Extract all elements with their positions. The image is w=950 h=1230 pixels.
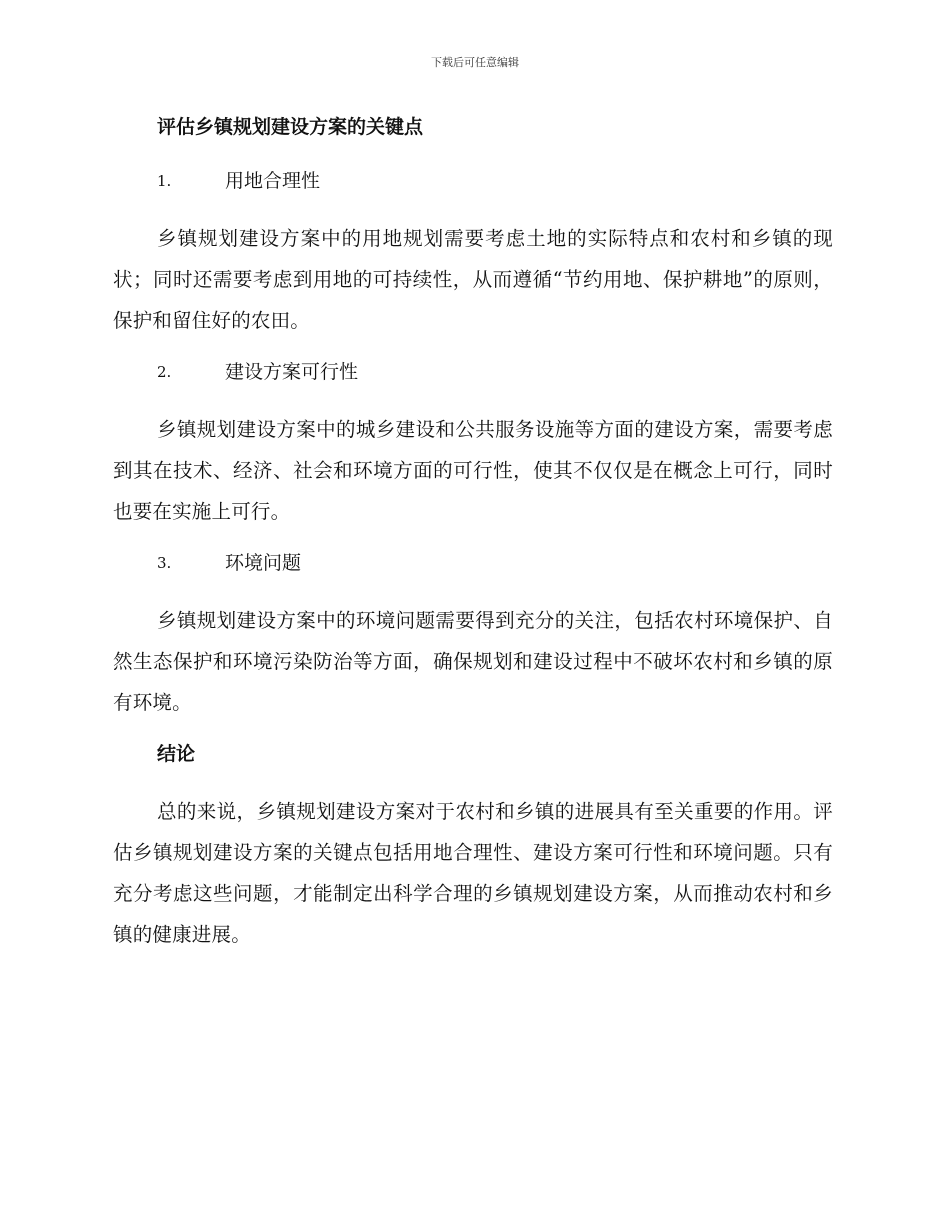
- section-heading-3: [113, 546, 833, 580]
- section-heading-1: [113, 164, 833, 198]
- conclusion-paragraph: 总的来说，乡镇规划建设方案对于农村和乡镇的进展具有至关重要的作用。评估乡镇规划建设方案的关键点包括用地合理性、建设方案可行性和环境问题。只有充分考虑这些问题，才能制定出科学合理的乡镇规划建设方案，从而推动农村和乡镇的健康进展。: [113, 800, 833, 946]
- section-heading-text-3: 环境问题: [225, 552, 302, 574]
- page-header-note: 下载后可任意编辑: [431, 56, 519, 69]
- section-number-3: 3.: [157, 554, 172, 572]
- section-paragraph-3: 乡镇规划建设方案中的环境问题需要得到充分的关注，包括农村环境保护、自然生态保护和环境污染防治等方面，确保规划和建设过程中不破坏农村和乡镇的原有环境。: [113, 609, 833, 714]
- section-number-1: 1.: [157, 172, 172, 190]
- section-paragraph-2: 乡镇规划建设方案中的城乡建设和公共服务设施等方面的建设方案，需要考虑到其在技术、经济、社会和环境方面的可行性，使其不仅仅是在概念上可行，同时也要在实施上可行。: [113, 418, 833, 523]
- conclusion-heading: 结论: [157, 743, 196, 765]
- section-number-2: 2.: [157, 363, 172, 381]
- document-title: 评估乡镇规划建设方案的关键点: [157, 116, 424, 138]
- section-heading-text-1: 用地合理性: [225, 170, 321, 192]
- section-heading-text-2: 建设方案可行性: [225, 361, 359, 383]
- section-heading-2: [113, 355, 833, 389]
- document-body: [113, 110, 833, 969]
- section-paragraph-1: 乡镇规划建设方案中的用地规划需要考虑土地的实际特点和农村和乡镇的现状；同时还需要考虑到用地的可持续性，从而遵循“节约用地、保护耕地”的原则，保护和留住好的农田。: [113, 227, 833, 332]
